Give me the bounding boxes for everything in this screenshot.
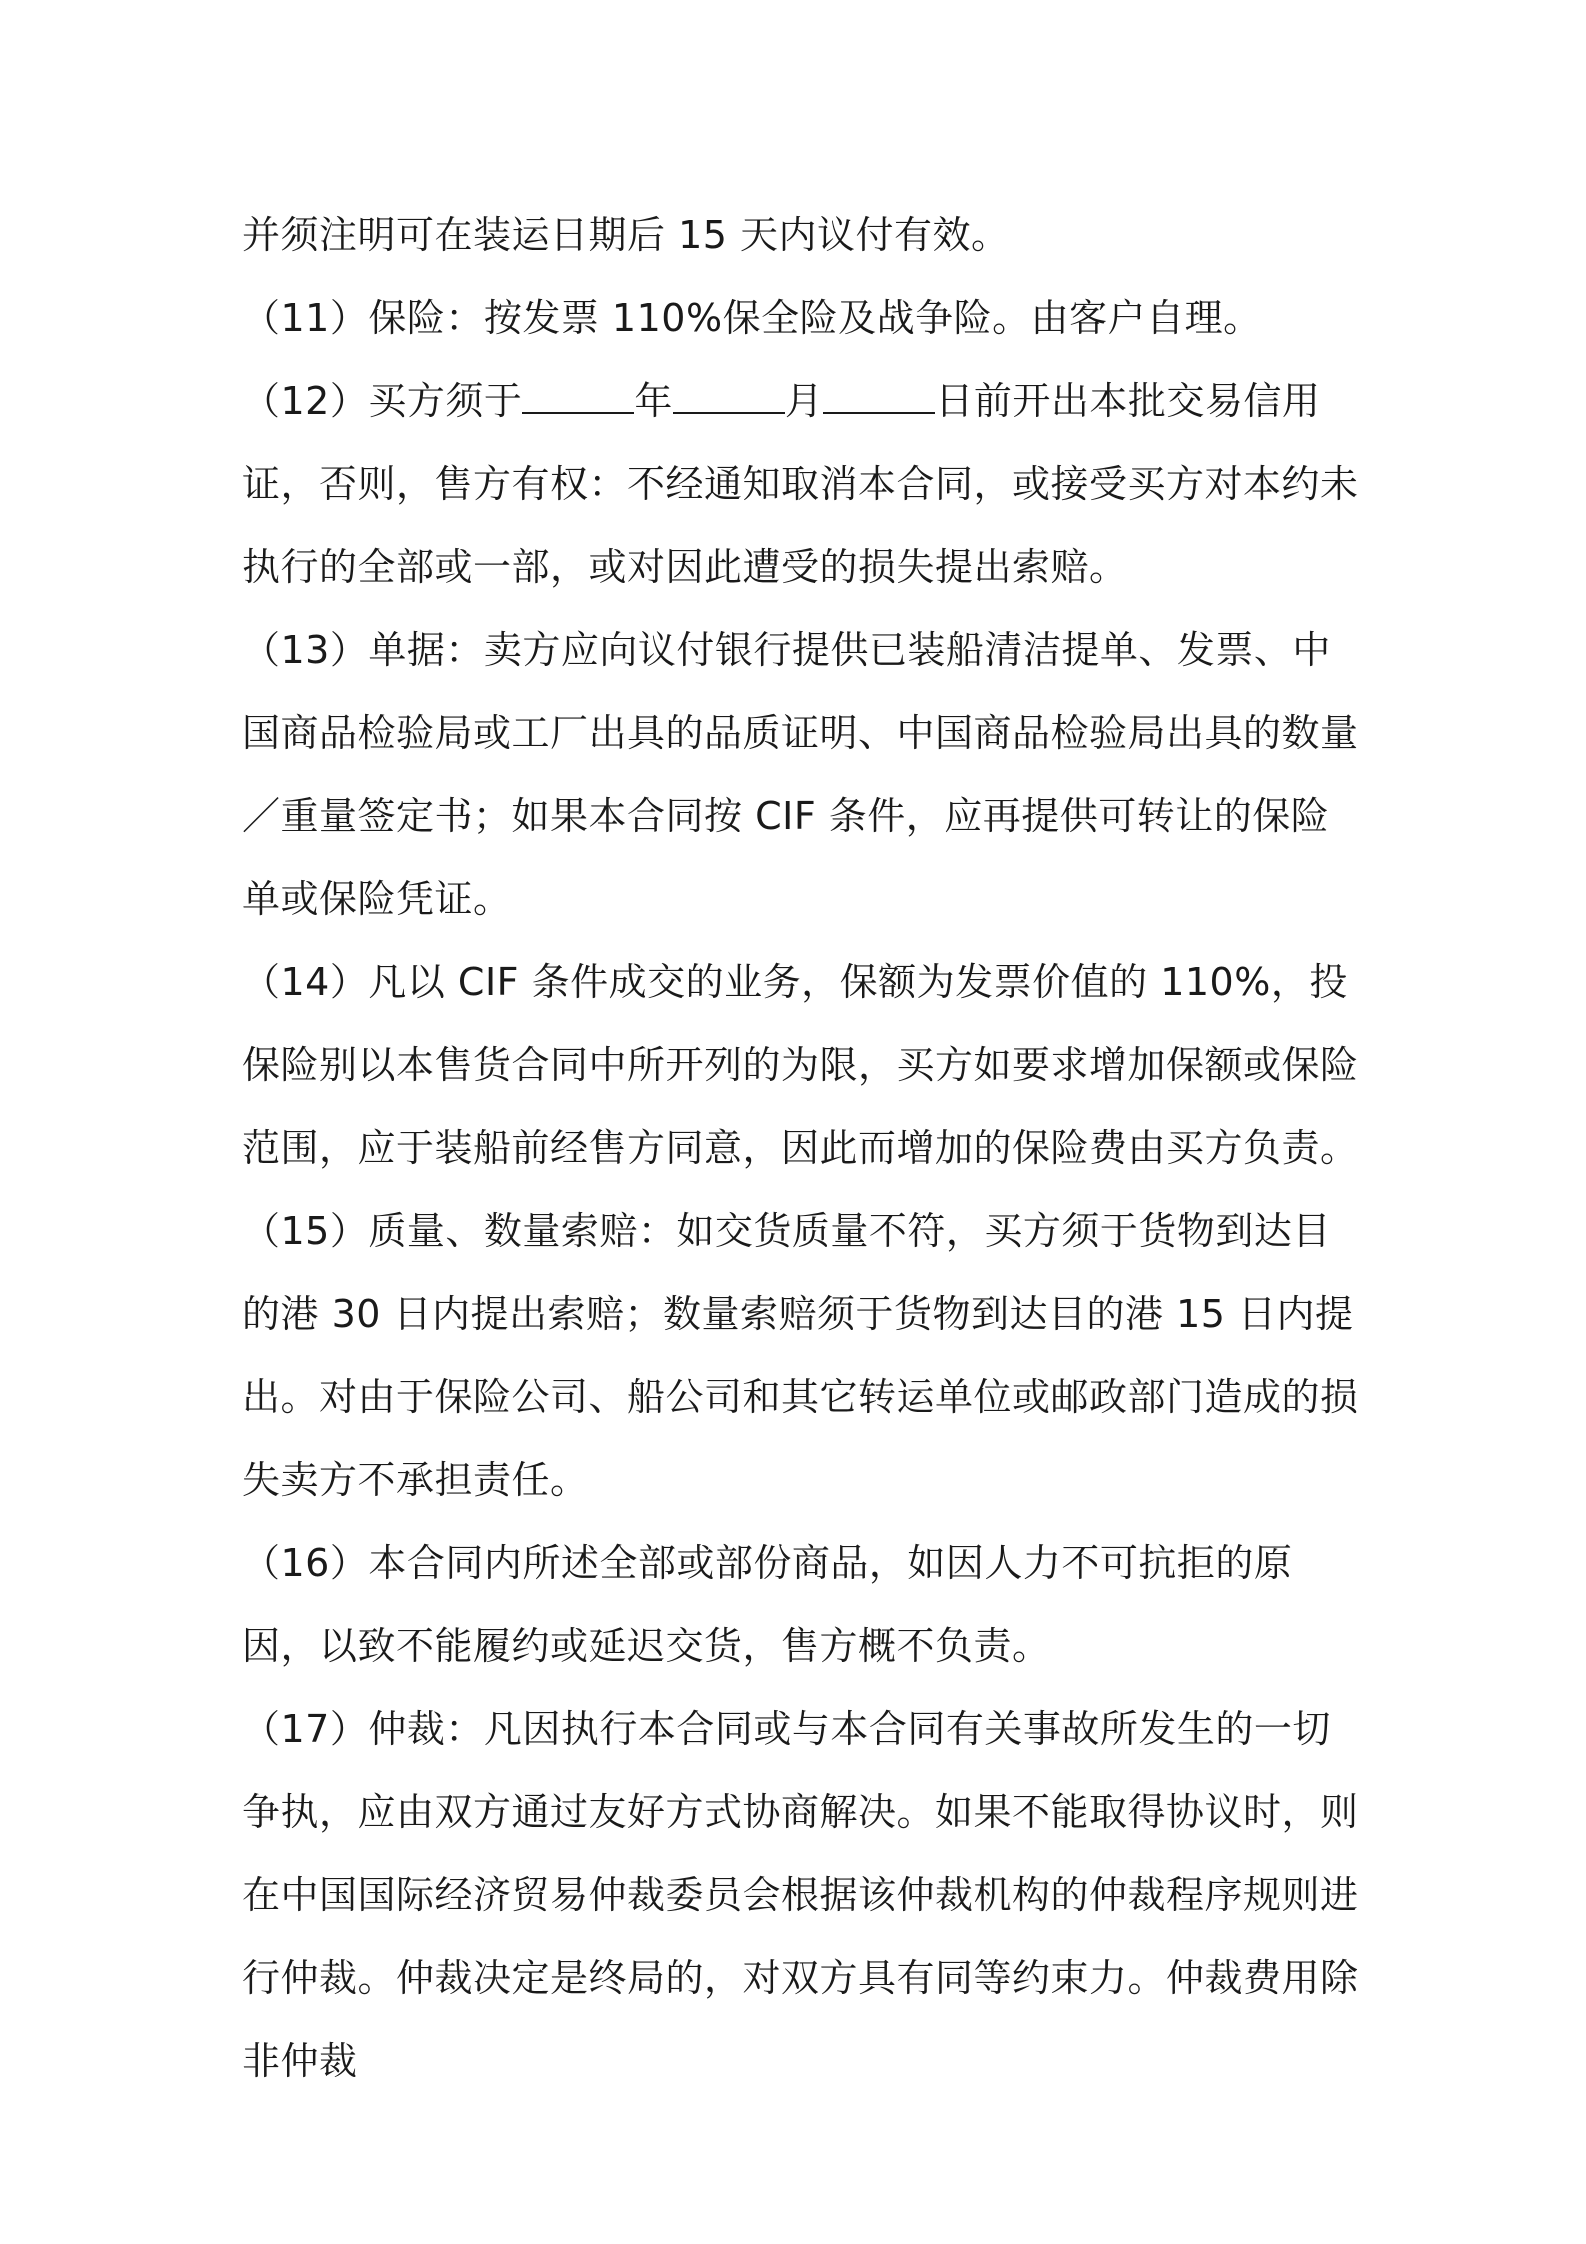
clause-15-claims: （15）质量、数量索赔：如交货质量不符，买方须于货物到达目的港 30 日内提出索赔；数量索赔须于货物到达目的港 15 日内提出。对由于保险公司、船公司和其它转运单位或邮政部门造成的损失卖方不承担责任。 — [242, 1209, 1359, 1502]
clause-12-part-3: 月 — [784, 379, 824, 423]
clause-11-insurance: （11）保险：按发票 110%保全险及战争险。由客户自理。 — [242, 296, 1262, 340]
month-blank — [673, 380, 785, 414]
clause-13-documents: （13）单据：卖方应向议付银行提供已装船清洁提单、发票、中国商品检验局或工厂出具的品质证明、中国商品检验局出具的数量／重量签定书；如果本合同按 CIF 条件，应再提供可转让的保险单或保险凭证。 — [242, 628, 1359, 921]
clause-12-part-2: 年 — [634, 379, 673, 423]
clause-12-part-1: （12）买方须于 — [242, 379, 523, 423]
clause-16-force-majeure: （16）本合同内所述全部或部份商品，如因人力不可抗拒的原因，以致不能履约或延迟交货，售方概不负责。 — [242, 1541, 1293, 1668]
clause-10-continuation: 并须注明可在装运日期后 15 天内议付有效。 — [242, 213, 1010, 257]
clause-17-arbitration: （17）仲裁：凡因执行本合同或与本合同有关事故所发生的一切争执，应由双方通过友好方式协商解决。如果不能取得协议时，则在中国国际经济贸易仲裁委员会根据该仲裁机构的仲裁程序规则进行仲裁。仲裁决定是终局的，对双方具有同等约束力。仲裁费用除非仲裁 — [242, 1707, 1359, 2083]
clause-14-cif-insurance: （14）凡以 CIF 条件成交的业务，保额为发票价值的 110%，投保险别以本售货合同中所开列的为限，买方如要求增加保额或保险范围，应于装船前经售方同意，因此而增加的保险费由买方负责。 — [242, 960, 1359, 1170]
day-blank — [823, 380, 935, 414]
contract-text — [242, 194, 1362, 2103]
year-blank — [522, 380, 634, 414]
clause-12-letter-of-credit — [242, 360, 1362, 609]
clause-12-part-4: 日前开出本批交易信用证，否则，售方有权：不经通知取消本合同，或接受买方对本约未执行的全部或一部，或对因此遭受的损失提出索赔。 — [242, 379, 1359, 589]
